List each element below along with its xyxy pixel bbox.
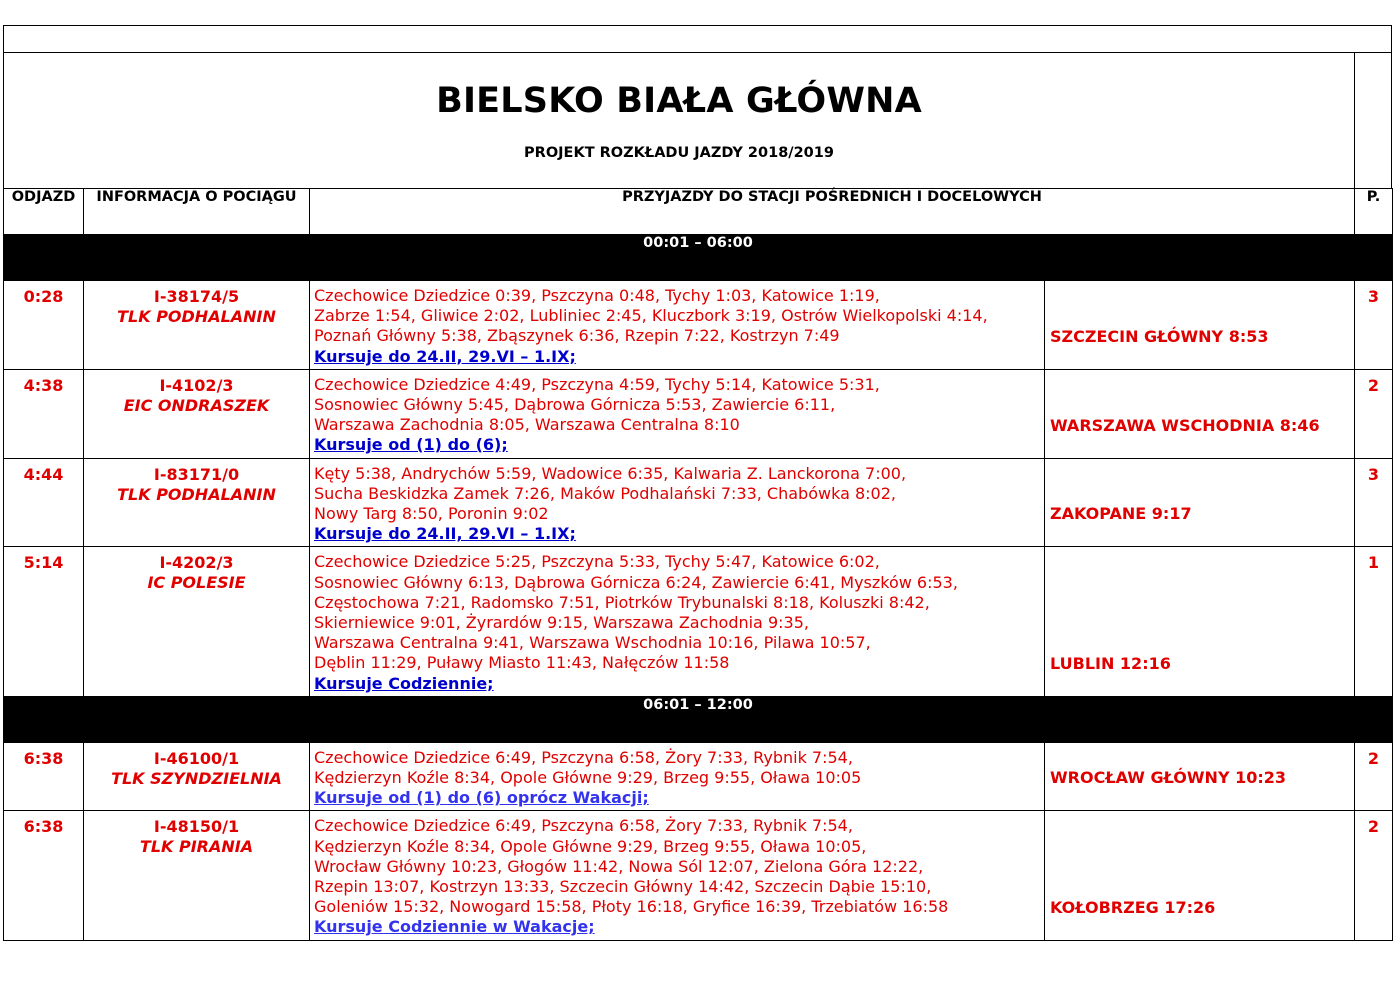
stops-line: Wrocław Główny 10:23, Głogów 11:42, Nowa Sól 12:07, Zielona Góra 12:22,: [314, 856, 924, 876]
train-number: I-4202/3: [159, 553, 234, 573]
timetable-sheet: [3, 25, 1392, 941]
service-note-link[interactable]: Kursuje do 24.II, 29.VI – 1.IX;: [314, 346, 576, 366]
header-side: [1355, 53, 1391, 188]
stops-line: Kęty 5:38, Andrychów 5:59, Wadowice 6:35, Kalwaria Z. Lanckorona 7:00,: [314, 463, 907, 483]
intermediate-stops: [310, 811, 1045, 940]
train-name: TLK PIRANIA: [139, 837, 254, 857]
train-row: [4, 369, 1393, 458]
train-row: [4, 742, 1393, 811]
timetable: [3, 188, 1393, 941]
platform-number: 2: [1355, 369, 1393, 458]
stops-line: Czechowice Dziedzice 6:49, Pszczyna 6:58, Żory 7:33, Rybnik 7:54,: [314, 747, 853, 767]
stops-line: Goleniów 15:32, Nowogard 15:58, Płoty 16:18, Gryfice 16:39, Trzebiatów 16:58: [314, 897, 949, 917]
stops-line: Rzepin 13:07, Kostrzyn 13:33, Szczecin Główny 14:42, Szczecin Dąbie 15:10,: [314, 877, 932, 897]
train-row: [4, 547, 1393, 696]
train-info: [84, 742, 310, 811]
page-subtitle: PROJEKT ROZKŁADU JAZDY 2018/2019: [524, 145, 834, 161]
stops-line: Dęblin 11:29, Puławy Miasto 11:43, Nałęczów 11:58: [314, 653, 730, 673]
service-note-link[interactable]: Kursuje od (1) do (6) oprócz Wakacji;: [314, 788, 649, 808]
stops-line: Warszawa Zachodnia 8:05, Warszawa Centralna 8:10: [314, 415, 740, 435]
destination: WROCŁAW GŁÓWNY 10:23: [1045, 742, 1355, 811]
platform-number: 3: [1355, 458, 1393, 547]
departure-time: 0:28: [4, 281, 84, 370]
stops-line: Sucha Beskidzka Zamek 7:26, Maków Podhalański 7:33, Chabówka 8:02,: [314, 483, 896, 503]
train-row: [4, 811, 1393, 940]
stops-line: Poznań Główny 5:38, Zbąszynek 6:36, Rzepin 7:22, Kostrzyn 7:49: [314, 326, 840, 346]
train-info: [84, 811, 310, 940]
train-name: TLK PODHALANIN: [117, 307, 276, 326]
stops-line: Czechowice Dziedzice 6:49, Pszczyna 6:58, Żory 7:33, Rybnik 7:54,: [314, 816, 853, 836]
train-info: [84, 281, 310, 370]
service-note-link[interactable]: Kursuje Codziennie w Wakacje;: [314, 917, 595, 937]
stops-line: Warszawa Centralna 9:41, Warszawa Wschodnia 10:16, Pilawa 10:57,: [314, 633, 871, 653]
train-info: [84, 547, 310, 696]
platform-number: 3: [1355, 281, 1393, 370]
destination: SZCZECIN GŁÓWNY 8:53: [1045, 281, 1355, 370]
platform-number: 1: [1355, 547, 1393, 696]
stops-line: Zabrze 1:54, Gliwice 2:02, Lubliniec 2:45, Kluczbork 3:19, Ostrów Wielkopolski 4:14,: [314, 306, 988, 326]
column-header-info: INFORMACJA O POCIĄGU: [84, 189, 310, 235]
stops-line: Nowy Targ 8:50, Poronin 9:02: [314, 504, 549, 524]
platform-number: 2: [1355, 811, 1393, 940]
column-header-departure: ODJAZD: [4, 189, 84, 235]
page-title: BIELSKO BIAŁA GŁÓWNA: [436, 81, 922, 121]
destination: ZAKOPANE 9:17: [1045, 458, 1355, 547]
stops-line: Skierniewice 9:01, Żyrardów 9:15, Warszawa Zachodnia 9:35,: [314, 613, 809, 633]
departure-time: 4:38: [4, 369, 84, 458]
period-label: 00:01 – 06:00: [4, 235, 1393, 281]
train-number: I-38174/5: [153, 287, 240, 306]
departure-time: 4:44: [4, 458, 84, 547]
stops-line: Sosnowiec Główny 6:13, Dąbrowa Górnicza 6:24, Zawiercie 6:41, Myszków 6:53,: [314, 572, 958, 592]
destination: WARSZAWA WSCHODNIA 8:46: [1045, 369, 1355, 458]
column-header-platform: P.: [1355, 189, 1393, 235]
train-number: I-48150/1: [153, 817, 240, 837]
service-note-link[interactable]: Kursuje Codziennie;: [314, 673, 494, 693]
departure-time: 6:38: [4, 811, 84, 940]
period-row: [4, 696, 1393, 742]
stops-line: Sosnowiec Główny 5:45, Dąbrowa Górnicza 5:53, Zawiercie 6:11,: [314, 395, 836, 415]
departure-time: 6:38: [4, 742, 84, 811]
train-number: I-83171/0: [153, 464, 240, 484]
train-name: IC POLESIE: [147, 573, 246, 593]
period-label: 06:01 – 12:00: [4, 696, 1393, 742]
top-strip: [3, 25, 1392, 53]
platform-number: 2: [1355, 742, 1393, 811]
destination: KOŁOBRZEG 17:26: [1045, 811, 1355, 940]
period-row: [4, 235, 1393, 281]
stops-line: Częstochowa 7:21, Radomsko 7:51, Piotrków Trybunalski 8:18, Koluszki 8:42,: [314, 592, 930, 612]
train-info: [84, 369, 310, 458]
intermediate-stops: [310, 742, 1045, 811]
service-note-link[interactable]: Kursuje od (1) do (6);: [314, 435, 508, 455]
service-note-link[interactable]: Kursuje do 24.II, 29.VI – 1.IX;: [314, 524, 576, 544]
stops-line: Czechowice Dziedzice 5:25, Pszczyna 5:33, Tychy 5:47, Katowice 6:02,: [314, 552, 880, 572]
intermediate-stops: [310, 369, 1045, 458]
departure-time: 5:14: [4, 547, 84, 696]
train-name: TLK SZYNDZIELNIA: [111, 768, 282, 788]
column-header-stops: PRZYJAZDY DO STACJI POŚREDNICH I DOCELOWYCH: [310, 189, 1355, 235]
train-row: [4, 281, 1393, 370]
train-name: TLK PODHALANIN: [117, 484, 276, 504]
timetable-body: [4, 189, 1393, 941]
train-number: I-46100/1: [153, 748, 240, 768]
stops-line: Czechowice Dziedzice 0:39, Pszczyna 0:48, Tychy 1:03, Katowice 1:19,: [314, 286, 880, 305]
stops-line: Czechowice Dziedzice 4:49, Pszczyna 4:59, Tychy 5:14, Katowice 5:31,: [314, 374, 880, 394]
train-row: [4, 458, 1393, 547]
train-info: [84, 458, 310, 547]
header: [3, 53, 1392, 188]
stops-line: Kędzierzyn Koźle 8:34, Opole Główne 9:29, Brzeg 9:55, Oława 10:05,: [314, 836, 867, 856]
train-name: EIC ONDRASZEK: [123, 395, 270, 415]
train-number: I-4102/3: [159, 375, 234, 395]
stops-line: Kędzierzyn Koźle 8:34, Opole Główne 9:29, Brzeg 9:55, Oława 10:05: [314, 768, 862, 788]
intermediate-stops: [310, 281, 1045, 370]
header-main: [4, 53, 1355, 188]
intermediate-stops: [310, 458, 1045, 547]
column-header-row: [4, 189, 1393, 235]
intermediate-stops: [310, 547, 1045, 696]
destination: LUBLIN 12:16: [1045, 547, 1355, 696]
